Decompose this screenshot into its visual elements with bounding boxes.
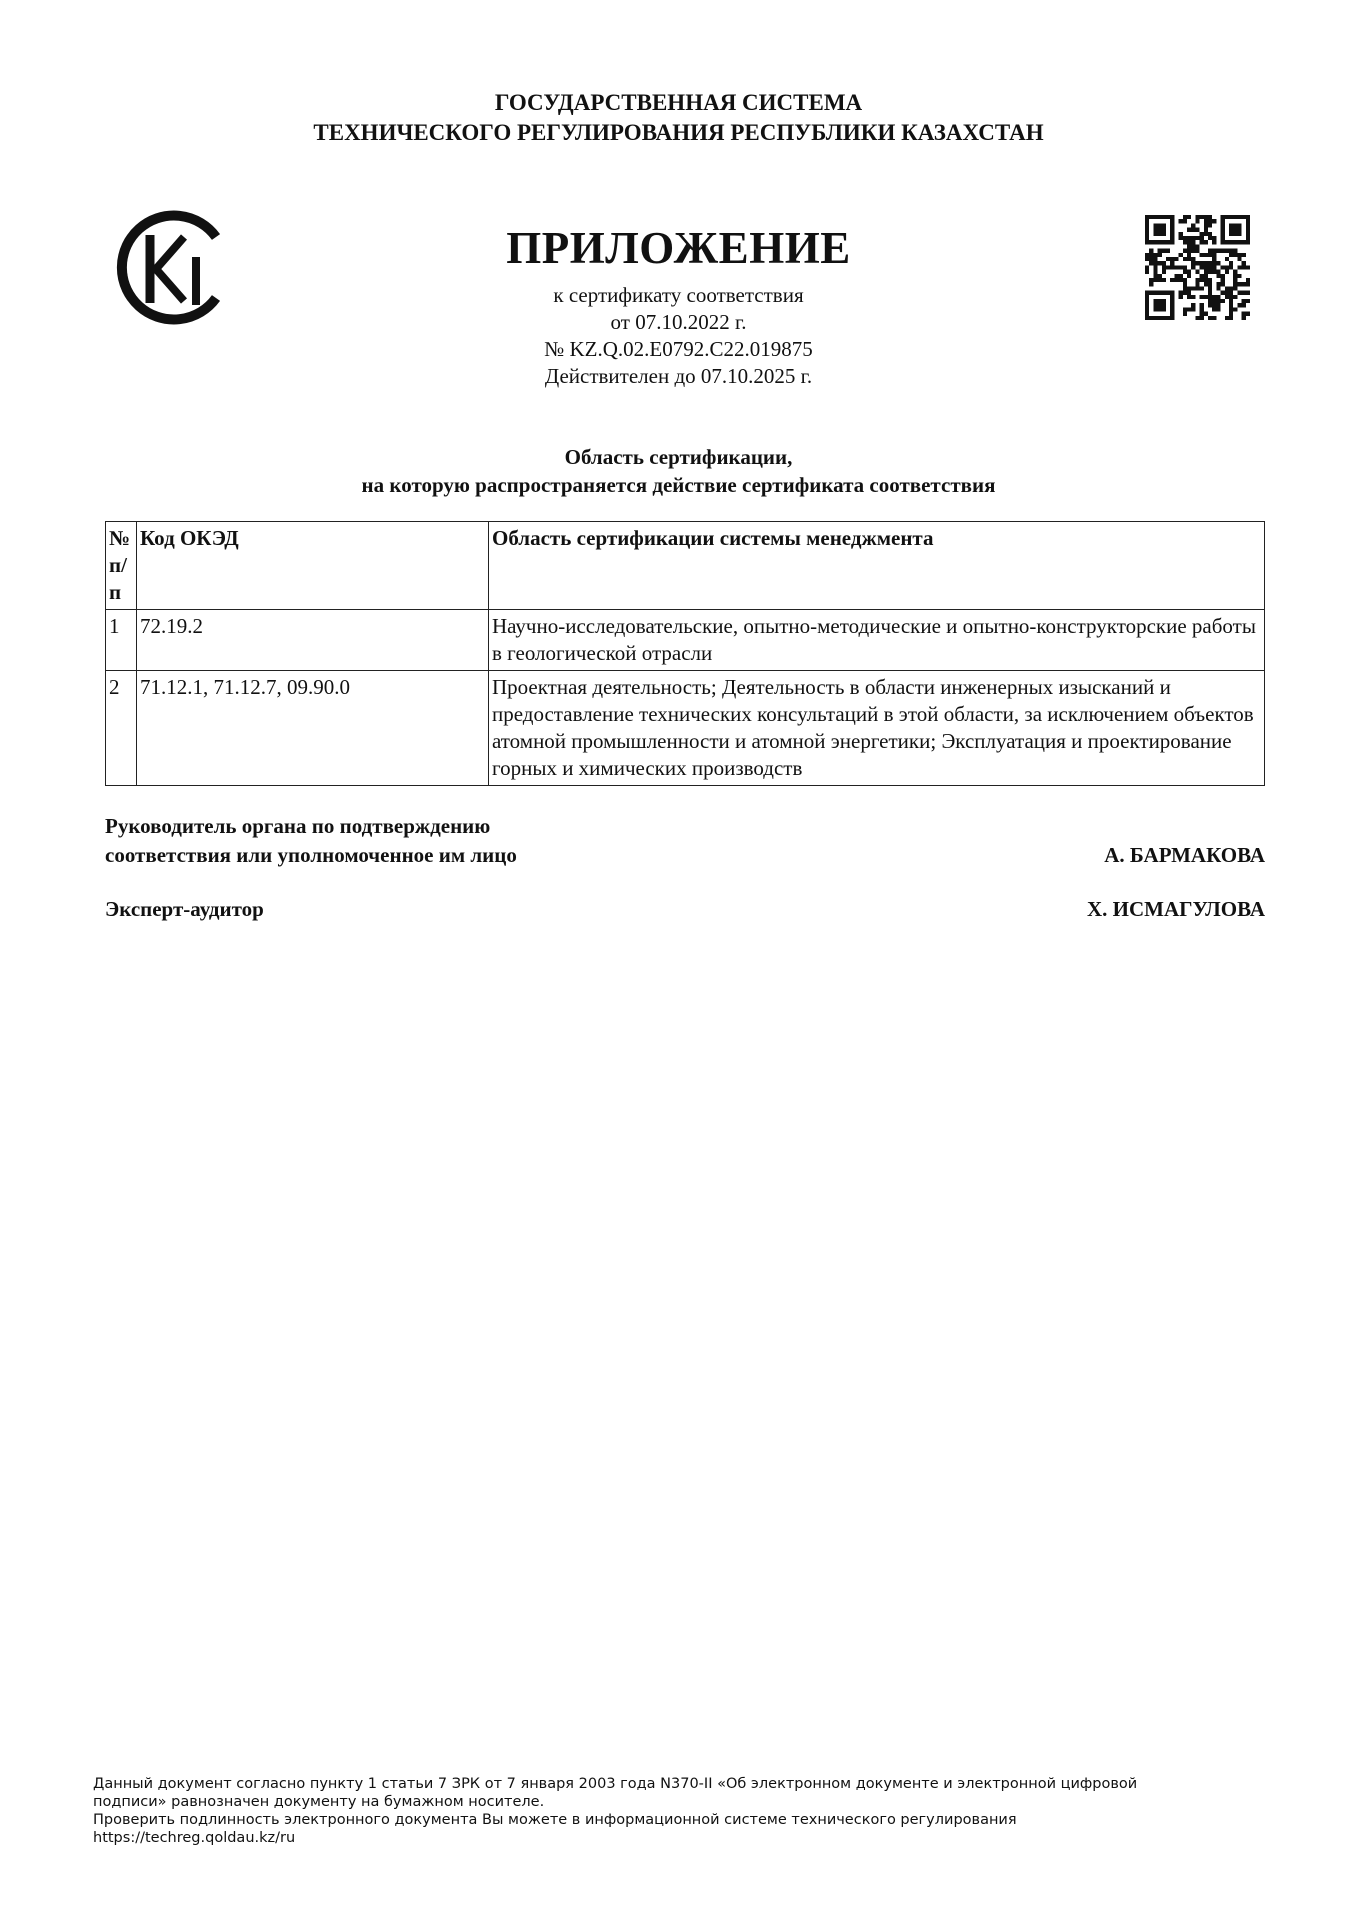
head-name: А. БАРМАКОВА — [1104, 843, 1265, 867]
scope-line-1: Область сертификации, — [564, 445, 793, 469]
page-title: ПРИЛОЖЕНИЕ — [506, 223, 851, 273]
footer-line-3: Проверить подлинность электронного документа Вы можете в информационной системе технического регулирования — [93, 1812, 1017, 1828]
row-number: 1 — [106, 610, 137, 671]
row-number: 2 — [106, 671, 137, 786]
header-number: № п/ п — [106, 522, 137, 610]
header-line-2: ТЕХНИЧЕСКОГО РЕГУЛИРОВАНИЯ РЕСПУБЛИКИ КАЗАХСТАН — [313, 120, 1044, 145]
table-header-row — [106, 522, 1265, 610]
scope-heading — [0, 443, 1357, 499]
scope-line-2: на которую распространяется действие сертификата соответствия — [361, 473, 996, 497]
table-row — [106, 610, 1265, 671]
row-code: 72.19.2 — [137, 610, 489, 671]
qr-code-icon — [1145, 215, 1250, 320]
document-header — [0, 88, 1357, 148]
expert-signature-block — [105, 895, 1265, 924]
head-signature-block — [105, 812, 1265, 870]
cert-number: № KZ.Q.02.E0792.C22.019875 — [544, 337, 813, 361]
footer-line-1: Данный документ согласно пункту 1 статьи 7 ЗРК от 7 января 2003 года N370-II «Об электронном документе и электронной цифровой — [93, 1776, 1138, 1792]
legal-footer — [93, 1775, 1293, 1847]
cert-valid-until: Действителен до 07.10.2025 г. — [544, 364, 813, 388]
footer-line-2: подписи» равнозначен документу на бумажном носителе. — [93, 1794, 545, 1810]
header-line-1: ГОСУДАРСТВЕННАЯ СИСТЕМА — [494, 90, 863, 115]
footer-link[interactable]: https://techreg.qoldau.kz/ru — [93, 1830, 296, 1846]
row-area: Научно-исследовательские, опытно-методические и опытно-конструкторские работы в геологической отрасли — [489, 610, 1265, 671]
head-label-line-1: Руководитель органа по подтверждению — [105, 814, 491, 838]
table-row — [106, 671, 1265, 786]
cert-line-1: к сертификату соответствия — [553, 283, 804, 307]
expert-name: Х. ИСМАГУЛОВА — [1087, 897, 1265, 921]
header-okved-code: Код ОКЭД — [137, 522, 489, 610]
expert-label: Эксперт-аудитор — [105, 897, 264, 921]
head-label-line-2: соответствия или уполномоченное им лицо — [105, 843, 517, 867]
cert-date: от 07.10.2022 г. — [610, 310, 747, 334]
row-area: Проектная деятельность; Деятельность в области инженерных изысканий и предоставление технических консультаций в этой области, за исключением объектов атомной промышленности и атомной энергетики; Эксплуатация и проектирование горных и химических производств — [489, 671, 1265, 786]
row-code: 71.12.1, 71.12.7, 09.90.0 — [137, 671, 489, 786]
header-scope-area: Область сертификации системы менеджмента — [489, 522, 1265, 610]
certification-scope-table — [105, 521, 1265, 786]
